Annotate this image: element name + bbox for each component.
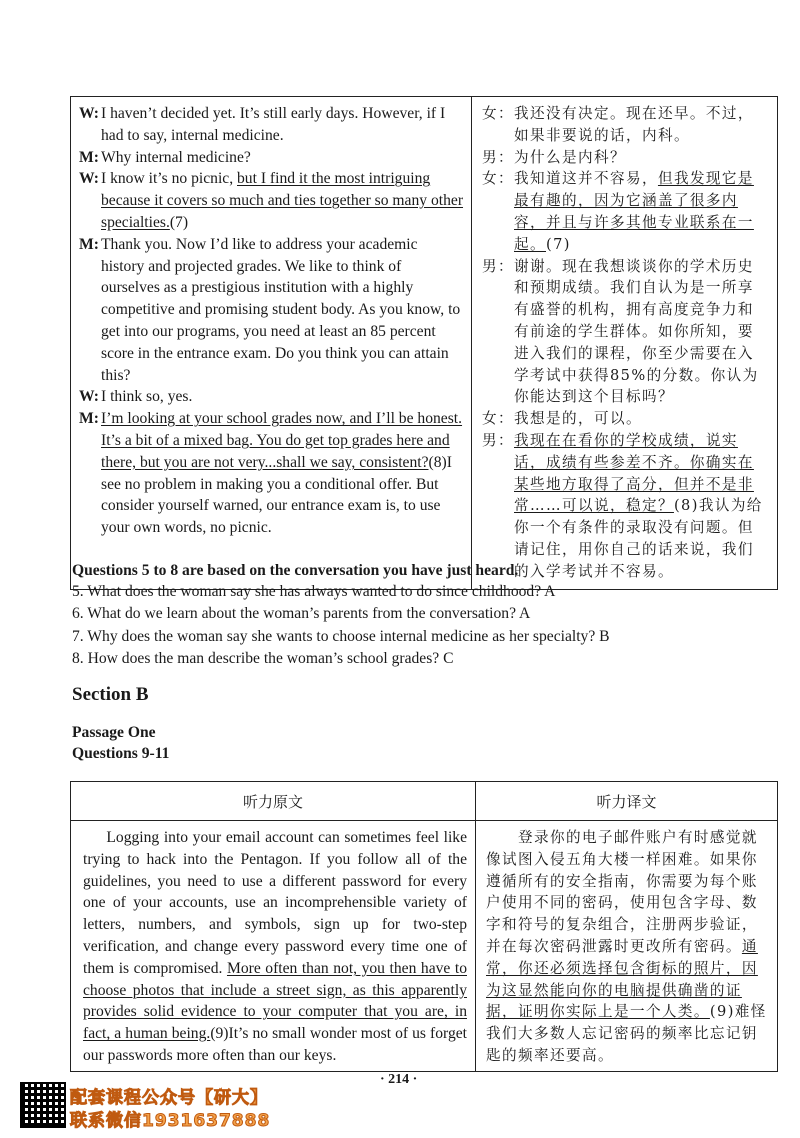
speaker-label: W: bbox=[79, 105, 99, 122]
text-run: 我知道这并不容易， bbox=[514, 170, 658, 188]
dialogue-turn bbox=[79, 103, 463, 147]
passage-title: Passage One bbox=[72, 724, 156, 741]
speaker-label: 女： bbox=[482, 105, 514, 122]
turn-text bbox=[101, 234, 463, 387]
turn-text bbox=[101, 147, 463, 169]
speaker-label: W: bbox=[79, 388, 99, 406]
text-run: (8)我认为给你一个有条件的录取没有问题。但请记住，用你自己的话来说，我们的入学考试并不容易。 bbox=[514, 497, 763, 580]
speaker-label: 女： bbox=[482, 410, 514, 428]
footer-line-2: 联系微信1931637888 bbox=[70, 1111, 271, 1131]
text-run: Why internal medicine? bbox=[101, 148, 251, 166]
dialogue-turn-translation bbox=[482, 256, 767, 409]
passage-table bbox=[70, 781, 778, 1072]
dialogue-turn bbox=[79, 234, 463, 387]
passage-heading bbox=[72, 722, 169, 764]
header-translation: 听力译文 bbox=[476, 782, 778, 821]
speaker-label: M: bbox=[79, 410, 99, 428]
underlined-key-sentence: but I find it the most intriguing because it covers so much and ties together so many other specialties. bbox=[101, 170, 464, 231]
text-run: (7) bbox=[169, 213, 189, 231]
dialogue-english-column bbox=[71, 97, 472, 590]
section-heading: Section B bbox=[72, 684, 149, 705]
dialogue-turn bbox=[79, 386, 463, 408]
text-run: (9)难怪我们大多数人忘记密码的频率比忘记钥匙的频率还要高。 bbox=[486, 1003, 767, 1064]
turn-translation-text bbox=[514, 168, 767, 255]
passage-questions: Questions 9-11 bbox=[72, 745, 170, 762]
passage-original-text bbox=[71, 821, 476, 1072]
underlined-key-sentence: 但我发现它是最有趣的，因为它涵盖了很多内容，并且与许多其他专业联系在一起。 bbox=[514, 170, 754, 253]
underlined-key-sentence: More often than not, you then have to choose photos that include a street sign, as this apparently provides solid evidence to your computer that you are, in fact, a human being. bbox=[83, 959, 467, 1043]
dialogue-turn bbox=[79, 408, 463, 539]
dialogue-turn bbox=[79, 147, 463, 169]
text-run: I haven’t decided yet. It’s still early days. However, if I had to say, internal medicine. bbox=[101, 105, 446, 144]
qr-code-icon bbox=[20, 1082, 66, 1128]
speaker-label: M: bbox=[79, 148, 99, 166]
text-run: I know it’s no picnic, bbox=[101, 170, 237, 188]
speaker-label: 女： bbox=[482, 170, 514, 188]
dialogue-turn-translation bbox=[482, 103, 767, 147]
question-item: 8. How does the man describe the woman’s school grades? C bbox=[72, 650, 454, 668]
speaker-label: M: bbox=[79, 235, 99, 253]
text-run: Logging into your email account can sometimes feel like trying to hack into the Pentagon. If you follow all of the guidelines, you need to use a different password for every one of your accounts, use an incomprehensible variety of letters, numbers, and symbols, sign up for two-step verification, and change every password every time one of them is compromised. bbox=[83, 829, 467, 977]
text-run: 我想是的，可以。 bbox=[514, 410, 642, 428]
speaker-label: 男： bbox=[482, 257, 514, 275]
questions-heading: Questions 5 to 8 are based on the conversation you have just heard. bbox=[72, 562, 519, 579]
underlined-key-sentence: 通常，你还必须选择包含街标的照片，因为这显然能向你的电脑提供确凿的证据，证明你实际上是一个人类。 bbox=[486, 937, 758, 1021]
questions-block bbox=[72, 560, 772, 671]
dialogue-chinese-column bbox=[472, 97, 778, 590]
text-run: (9)It’s no small wonder most of us forget our passwords more often than our keys. bbox=[83, 1025, 467, 1064]
question-item: 7. Why does the woman say she wants to choose internal medicine as her specialty? B bbox=[72, 627, 610, 645]
question-item: 5. What does the woman say she has always wanted to do since childhood? A bbox=[72, 583, 556, 600]
turn-text bbox=[101, 103, 463, 147]
underlined-key-sentence: 我现在在看你的学校成绩，说实话，成绩有些参差不齐。你确实在某些地方取得了高分，但并不是非常……可以说，稳定？ bbox=[514, 431, 754, 515]
dialogue-table bbox=[70, 96, 778, 590]
underlined-key-sentence: I’m looking at your school grades now, and I’ll be honest. It’s a bit of a mixed bag. You do get top grades here and there, but you are not very...shall we say, consistent? bbox=[101, 410, 463, 471]
text-run: 我还没有决定。现在还早。不过，如果非要说的话，内科。 bbox=[514, 105, 754, 144]
text-run: (7) bbox=[546, 235, 571, 253]
text-run: I think so, yes. bbox=[101, 388, 193, 406]
turn-translation-text bbox=[514, 256, 767, 409]
dialogue-turn-translation bbox=[482, 408, 767, 430]
speaker-label: 男： bbox=[482, 431, 514, 449]
text-run: 登录你的电子邮件账户有时感觉就像试图入侵五角大楼一样困难。如果你遵循所有的安全指南，你需要为每个账户使用不同的密码，使用包含字母、数字和符号的复杂组合，注册两步验证，并在每次密码泄露时更改所有密码。 bbox=[486, 829, 758, 955]
text-run: 为什么是内科？ bbox=[514, 148, 626, 166]
dialogue-turn bbox=[79, 168, 463, 233]
text-run: Thank you. Now I’d like to address your academic history and projected grades. We like to think of ourselves as a prestigious institution with a highly competitive and promising student body. As you know, to get into our programs, you need at least an 85 percent score in the entrance exam. Do you think you can attain this? bbox=[101, 235, 461, 384]
footer-watermark bbox=[20, 1082, 320, 1132]
turn-translation-text bbox=[514, 103, 767, 147]
turn-translation-text bbox=[514, 147, 767, 169]
turn-text bbox=[101, 408, 463, 539]
text-run: (8)I see no problem in making you a conditional offer. But consider yourself warned, our entrance exam is, to use your own words, no picnic. bbox=[101, 453, 452, 537]
page-number: · 214 · bbox=[380, 1072, 418, 1087]
header-original: 听力原文 bbox=[71, 782, 476, 821]
dialogue-turn-translation bbox=[482, 147, 767, 169]
text-run: 谢谢。现在我想谈谈你的学术历史和预期成绩。我们自认为是一所享有盛誉的机构，拥有高度竞争力和有前途的学生群体。如你所知，要进入我们的课程，你至少需要在入学考试中获得85%的分数。你认为你能达到这个目标吗？ bbox=[514, 257, 759, 406]
dialogue-turn-translation bbox=[482, 168, 767, 255]
turn-text bbox=[101, 168, 463, 233]
footer-line-1: 配套课程公众号【研大】 bbox=[70, 1088, 268, 1108]
speaker-label: W: bbox=[79, 170, 99, 188]
speaker-label: 男： bbox=[482, 148, 514, 166]
passage-translation-text bbox=[476, 821, 778, 1072]
turn-text bbox=[101, 386, 463, 408]
turn-translation-text bbox=[514, 408, 767, 430]
question-item: 6. What do we learn about the woman’s parents from the conversation? A bbox=[72, 605, 531, 623]
